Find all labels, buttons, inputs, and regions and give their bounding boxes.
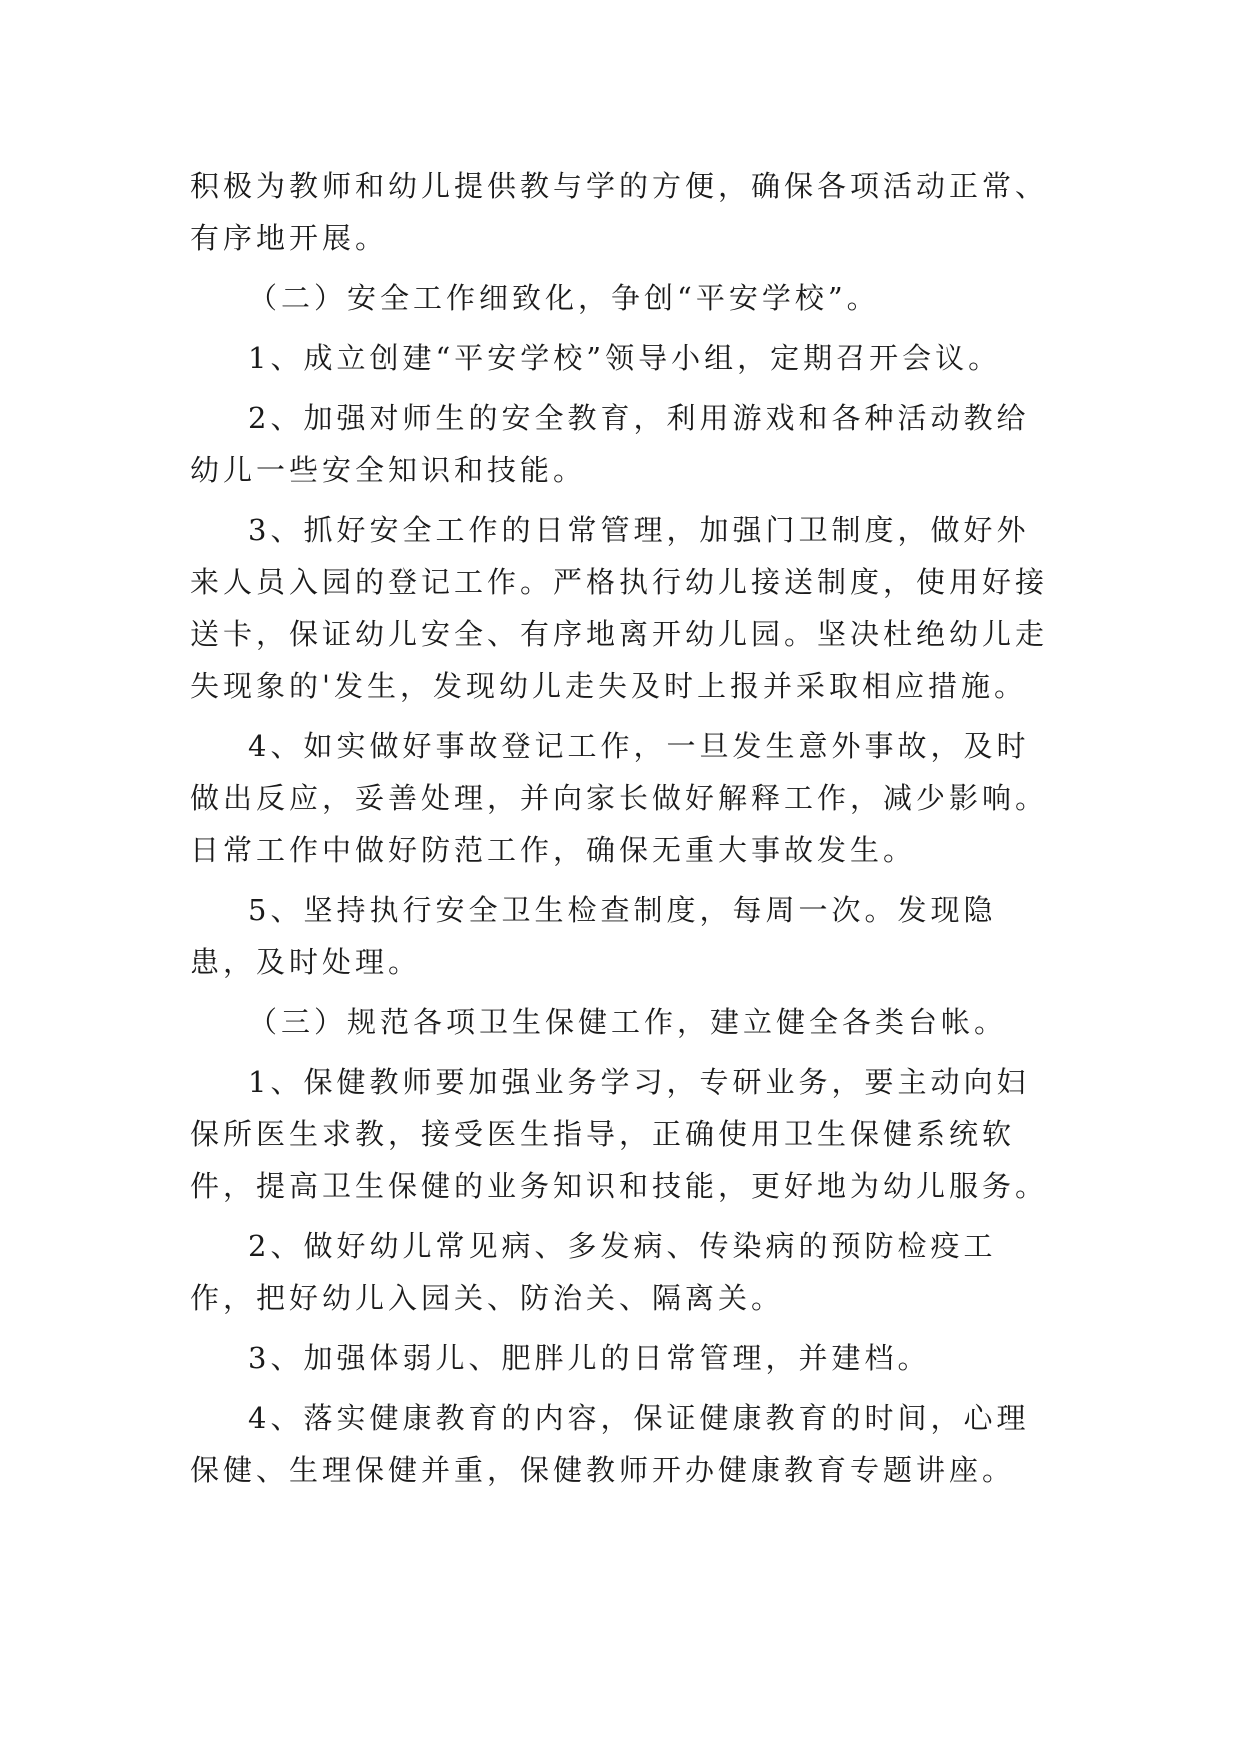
safety-item-3: 3、抓好安全工作的日常管理，加强门卫制度，做好外来人员入园的登记工作。严格执行幼儿接送制度，使用好接送卡，保证幼儿安全、有序地离开幼儿园。坚决杜绝幼儿走失现象的'发生，发现幼儿走失及时上报并采取相应措施。 bbox=[190, 513, 1049, 703]
safety-item-4: 4、如实做好事故登记工作，一旦发生意外事故，及时做出反应，妥善处理，并向家长做好解释工作，减少影响。日常工作中做好防范工作，确保无重大事故发生。 bbox=[190, 729, 1049, 867]
health-item-4: 4、落实健康教育的内容，保证健康教育的时间，心理保健、生理保健并重，保健教师开办健康教育专题讲座。 bbox=[190, 1401, 1030, 1487]
paragraph-continuation: 积极为教师和幼儿提供教与学的方便，确保各项活动正常、有序地开展。 bbox=[190, 169, 1049, 255]
document-body bbox=[190, 160, 1060, 1504]
section-heading-health: （三）规范各项卫生保健工作，建立健全各类台帐。 bbox=[248, 1005, 1008, 1039]
safety-item-2: 2、加强对师生的安全教育，利用游戏和各种活动教给幼儿一些安全知识和技能。 bbox=[190, 401, 1030, 487]
health-item-3: 3、加强体弱儿、肥胖儿的日常管理，并建档。 bbox=[248, 1341, 931, 1375]
safety-item-1: 1、成立创建“平安学校”领导小组，定期召开会议。 bbox=[248, 341, 1002, 375]
safety-item-5: 5、坚持执行安全卫生检查制度，每周一次。发现隐患，及时处理。 bbox=[190, 893, 997, 979]
health-item-2: 2、做好幼儿常见病、多发病、传染病的预防检疫工作，把好幼儿入园关、防治关、隔离关。 bbox=[190, 1229, 997, 1315]
section-heading-safety: （二）安全工作细致化，争创“平安学校”。 bbox=[248, 281, 880, 315]
health-item-1: 1、保健教师要加强业务学习，专研业务，要主动向妇保所医生求教，接受医生指导，正确使用卫生保健系统软件，提高卫生保健的业务知识和技能，更好地为幼儿服务。 bbox=[190, 1065, 1049, 1203]
